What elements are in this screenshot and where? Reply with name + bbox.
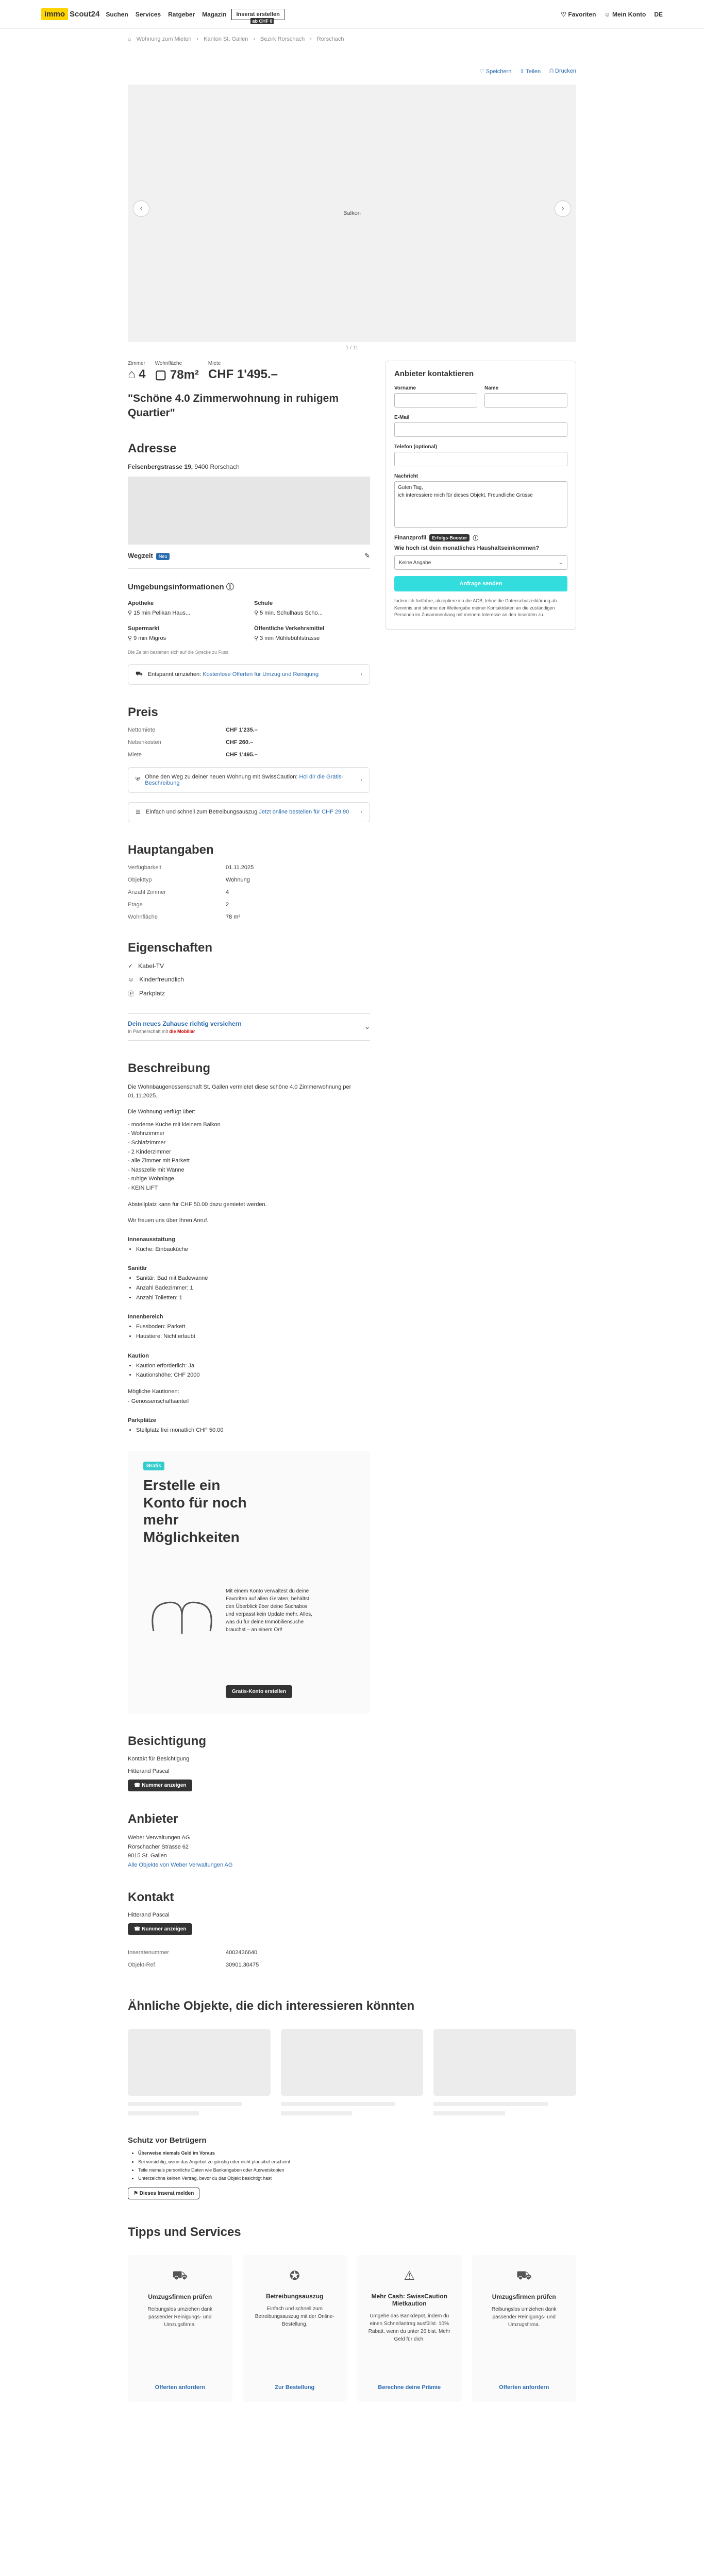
surrounding-item bbox=[254, 600, 370, 616]
save-button[interactable] bbox=[479, 68, 511, 75]
image-gallery[interactable] bbox=[128, 84, 576, 342]
listing-title: "Schöne 4.0 Zimmerwohnung in ruhigem Quartier" bbox=[128, 393, 339, 419]
parking-icon: Ⓟ bbox=[128, 990, 135, 997]
description-line: - moderne Küche mit kleinem Balkon bbox=[128, 1121, 221, 1128]
tip-title: Mehr Cash: SwissCaution Mietkaution bbox=[371, 2293, 447, 2308]
account-label: Mein Konto bbox=[612, 10, 646, 18]
walk-icon: ⚲ bbox=[254, 635, 260, 641]
feature-item bbox=[128, 962, 370, 970]
chevron-right-icon: › bbox=[360, 809, 362, 816]
tip-link[interactable]: Zur Bestellung bbox=[275, 2384, 315, 2391]
description-line: - 2 Kinderzimmer bbox=[128, 1148, 171, 1155]
gallery-image: Balkon bbox=[343, 210, 361, 216]
income-select-value: Keine Angabe bbox=[399, 560, 431, 566]
promo-heading: Erstelle ein Konto für noch mehr Möglichkeiten bbox=[143, 1477, 247, 1545]
debt-text: Einfach und schnell zum Betreibungsauszug bbox=[145, 809, 259, 816]
viewing-label: Kontakt für Besichtigung bbox=[128, 1755, 190, 1762]
show-number-button[interactable] bbox=[128, 1780, 192, 1791]
description-text: Abstellplatz kann für CHF 50.00 dazu gemietet werden. bbox=[128, 1201, 267, 1208]
listing-id-row bbox=[128, 1950, 370, 1956]
tip-card[interactable] bbox=[357, 2255, 462, 2402]
provider-name: Weber Verwaltungen AG bbox=[128, 1834, 190, 1841]
tip-card[interactable] bbox=[472, 2255, 577, 2402]
main-data-key: Wohnfläche bbox=[128, 913, 158, 920]
surroundings-grid bbox=[128, 600, 370, 641]
award-icon: ✪ bbox=[289, 2269, 300, 2283]
scam-heading: Schutz vor Betrügern bbox=[128, 2136, 207, 2145]
description-text: Die Wohnung verfügt über: bbox=[128, 1108, 196, 1115]
rooms-label: Zimmer bbox=[128, 361, 145, 366]
price-value: CHF 260.– bbox=[226, 739, 254, 745]
object-ref-value: 30901.30475 bbox=[226, 1962, 259, 1969]
description-text: Die Wohnbaugenossenschaft St. Gallen vermietet diese schöne 4.0 Zimmerwohnung per 01.11.2025. bbox=[128, 1083, 351, 1099]
similar-listings bbox=[128, 1999, 576, 2402]
surrounding-value: 5 min. Schulhaus Scho... bbox=[260, 609, 323, 616]
finance-label: Finanzprofil bbox=[394, 535, 427, 541]
surrounding-value: 9 min Migros bbox=[133, 635, 166, 641]
surroundings-note: Die Zeiten beziehen sich auf die Strecke zu Fuss bbox=[128, 649, 229, 655]
nav-services[interactable]: Services bbox=[135, 10, 161, 18]
description-item: • Stellplatz frei monatlich CHF 50.00 bbox=[136, 1426, 370, 1435]
message-field[interactable]: Guten Tag, ich interessiere mich für dieses Objekt. Freundliche Grüsse bbox=[394, 481, 567, 528]
top-navigation bbox=[0, 0, 704, 29]
favorites-link[interactable]: ♡ Favoriten bbox=[561, 10, 596, 18]
insurance-title: Dein neues Zuhause richtig versichern bbox=[128, 1020, 242, 1027]
gallery-prev-button[interactable]: ‹ bbox=[133, 200, 149, 217]
listing-actions bbox=[128, 65, 576, 77]
description-text: Mögliche Kautionen: bbox=[128, 1388, 179, 1395]
insurance-brand: die Mobiliar bbox=[169, 1028, 195, 1034]
description-subheading: Sanitär bbox=[128, 1265, 147, 1272]
description-line: - Wohnzimmer bbox=[128, 1130, 165, 1137]
account-link[interactable]: ☺ Mein Konto bbox=[604, 10, 646, 18]
tip-link[interactable]: Offerten anfordern bbox=[155, 2384, 205, 2391]
provider-heading: Anbieter bbox=[128, 1811, 178, 1826]
flag-icon: ⚑ bbox=[133, 2191, 140, 2197]
promo-tag: Gratis bbox=[143, 1462, 164, 1470]
main-data-row bbox=[128, 889, 370, 895]
main-data-row bbox=[128, 914, 370, 920]
home-icon[interactable]: ⌂ bbox=[128, 36, 131, 42]
surrounding-label: Schule bbox=[254, 600, 273, 606]
tip-title: Betreibungsauszug bbox=[266, 2293, 324, 2300]
chevron-right-icon: › bbox=[360, 671, 362, 677]
phone-icon: ☎ bbox=[134, 1926, 142, 1933]
create-listing-button[interactable] bbox=[231, 9, 284, 24]
main-data-heading: Hauptangaben bbox=[128, 842, 214, 857]
contact-sidebar bbox=[385, 358, 576, 1968]
skeleton-line bbox=[128, 2102, 242, 2106]
income-select[interactable] bbox=[394, 555, 567, 570]
deposit-link[interactable]: Hol dir die Gratis-Beschreibung bbox=[145, 773, 344, 786]
info-icon[interactable]: ⓘ bbox=[226, 582, 234, 591]
description-heading: Beschreibung bbox=[128, 1061, 211, 1075]
printer-icon: ⎙ bbox=[549, 67, 554, 74]
skeleton-line bbox=[433, 2102, 547, 2106]
provider-street: Rorschacher Strasse 62 bbox=[128, 1843, 189, 1850]
price-row bbox=[128, 727, 370, 733]
surrounding-label: Apotheke bbox=[128, 600, 154, 606]
deposit-card[interactable] bbox=[128, 767, 370, 793]
surrounding-item bbox=[128, 600, 244, 616]
tips-heading: Tipps und Services bbox=[128, 2225, 241, 2240]
description-item: • Kaution erforderlich: Ja bbox=[136, 1361, 370, 1371]
move-link[interactable]: Kostenlose Offerten für Umzug und Reinigung bbox=[203, 671, 319, 677]
main-data-key: Verfügbarkeit bbox=[128, 864, 161, 871]
description-subheading: Innenausstattung bbox=[128, 1236, 175, 1243]
description-item: • Sanitär: Bad mit Badewanne bbox=[136, 1274, 370, 1283]
room-icon: ⌂ bbox=[128, 367, 139, 381]
contact-form-heading: Anbieter kontaktieren bbox=[394, 369, 474, 378]
surrounding-label: Supermarkt bbox=[128, 625, 160, 632]
skeleton-line bbox=[281, 2111, 352, 2115]
surrounding-value: 3 min Mühlebühlstrasse bbox=[260, 635, 320, 641]
truck-icon: ⛟ bbox=[516, 2268, 532, 2283]
favorites-label: Favoriten bbox=[568, 10, 596, 18]
skeleton-line bbox=[128, 2111, 199, 2115]
tip-card[interactable] bbox=[243, 2255, 347, 2402]
main-data-value: 2 bbox=[226, 901, 229, 908]
create-account-button[interactable]: Gratis-Konto erstellen bbox=[226, 1685, 292, 1698]
similar-card[interactable] bbox=[433, 2029, 576, 2115]
phone-icon: ☎ bbox=[134, 1782, 142, 1788]
account-promo bbox=[128, 1451, 370, 1714]
legal-text: Indem ich fortfahre, akzeptiere ich die AGB, lehne die Datenschutzerklärung ab Kenntnis und stimme der Weitergabe meiner Kontaktdaten an die zuständigen Personen im Zusammenhang mit meinem Interesse an den Inseraten zu. bbox=[394, 598, 557, 617]
area-value: 78m² bbox=[170, 368, 199, 382]
skeleton-line bbox=[281, 2102, 395, 2106]
similar-image-placeholder bbox=[128, 2029, 271, 2096]
print-button[interactable] bbox=[549, 68, 576, 75]
tip-link[interactable]: Berechne deine Prämie bbox=[378, 2384, 441, 2391]
price-heading: Preis bbox=[128, 705, 158, 719]
promo-text: Mit einem Konto verwaltest du deine Favoriten auf allen Geräten, behältst den Überblick über deine Suchabos und verpasst kein Update mehr. Alles, was du für deine Immobiliensuche brauchst – an einem Ort! bbox=[226, 1588, 312, 1633]
contact-form bbox=[385, 361, 576, 630]
truck-icon: ⛟ bbox=[136, 670, 143, 677]
similar-image-placeholder bbox=[281, 2029, 424, 2096]
similar-card[interactable] bbox=[128, 2029, 271, 2115]
route-label: Wegzeit bbox=[128, 552, 153, 560]
object-ref-key: Objekt-Ref. bbox=[128, 1962, 157, 1969]
address-heading: Adresse bbox=[128, 441, 177, 455]
viewing-contact: Hitterand Pascal bbox=[128, 1768, 170, 1774]
rooms-value: 4 bbox=[139, 367, 146, 381]
feature-item bbox=[128, 976, 370, 983]
skeleton-line bbox=[433, 2111, 505, 2115]
walk-icon: ⚲ bbox=[254, 609, 260, 616]
tip-text: Reibungslos umziehen dank passender Reinigungs- und Umzugsfirma. bbox=[491, 2307, 557, 2328]
breadcrumb-item[interactable]: Kanton St. Gallen bbox=[204, 36, 248, 42]
firstname-label: Vorname bbox=[394, 385, 416, 391]
price-value: CHF 1'495.– bbox=[226, 751, 258, 758]
scam-protection bbox=[128, 2136, 576, 2199]
save-label: Speichern bbox=[485, 68, 512, 75]
provider-city: 9015 St. Gallen bbox=[128, 1853, 167, 1859]
features-heading: Eigenschaften bbox=[128, 940, 213, 955]
price-key: Miete bbox=[128, 751, 142, 758]
key-facts bbox=[128, 361, 370, 382]
share-label: Teilen bbox=[526, 68, 541, 75]
feature-label: Kinderfreundlich bbox=[139, 975, 184, 983]
description-item: • Anzahl Toiletten: 1 bbox=[136, 1293, 370, 1303]
tip-text: Umgehe das Bankdepot, indem du einen Schnellantrag ausfüllst. 10% Rabatt, wenn du unter 26 bist. Mehr Geld für dich. bbox=[368, 2313, 450, 2343]
price-value: CHF 1'235.– bbox=[226, 726, 258, 733]
breadcrumb: ⌂ Wohnung zum Mieten › Kanton St. Gallen › Bezirk Rorschach › Rorschach bbox=[128, 36, 344, 42]
surrounding-label: Öffentliche Verkehrsmittel bbox=[254, 625, 325, 632]
warning-icon: ⚠ bbox=[404, 2269, 415, 2283]
tip-text: Reibungslos umziehen dank passender Reinigungs- und Umzugsfirma. bbox=[147, 2307, 213, 2328]
heart-icon: ♡ bbox=[479, 68, 484, 75]
main-data-key: Anzahl Zimmer bbox=[128, 889, 166, 895]
tip-card[interactable] bbox=[128, 2255, 232, 2402]
description-text: - Genossenschaftsanteil bbox=[128, 1398, 189, 1405]
tip-title: Umzugsfirmen prüfen bbox=[148, 2293, 212, 2301]
show-number-label: Nummer anzeigen bbox=[142, 1782, 187, 1788]
provider-all-listings-link[interactable]: Alle Objekte von Weber Verwaltungen AG bbox=[128, 1861, 233, 1868]
provider-info bbox=[128, 1834, 370, 1870]
walk-icon: ⚲ bbox=[128, 635, 134, 641]
logo-part-b: Scout24 bbox=[70, 10, 100, 19]
scam-item: • Sei vorsichtig, wenn das Angebot zu günstig oder nicht plausibel erscheint bbox=[138, 2158, 576, 2166]
main-data-value: 01.11.2025 bbox=[226, 864, 254, 871]
description-line: - Schlafzimmer bbox=[128, 1140, 166, 1146]
insurance-sub: In Partnerschaft mit bbox=[128, 1028, 169, 1034]
description-item: • Fussboden: Parkett bbox=[136, 1322, 370, 1332]
route-row[interactable] bbox=[128, 552, 370, 560]
debt-record-card[interactable] bbox=[128, 802, 370, 822]
deposit-text: Ohne den Weg zu deiner neuen Wohnung mit SwissCaution: bbox=[145, 773, 299, 780]
debt-link[interactable]: Jetzt online bestellen für CHF 29.90 bbox=[259, 809, 349, 816]
description-line: - alle Zimmer mit Parkett bbox=[128, 1158, 190, 1164]
address-street: Feisenbergstrasse 19, bbox=[128, 463, 193, 470]
main-nav bbox=[106, 11, 226, 18]
phone-label: Telefon (optional) bbox=[394, 444, 438, 450]
create-listing-label: Inserat erstellen bbox=[236, 11, 280, 18]
email-label: E-Mail bbox=[394, 415, 410, 420]
print-label: Drucken bbox=[555, 67, 576, 74]
description-subheading: Kaution bbox=[128, 1352, 149, 1359]
main-data-row bbox=[128, 865, 370, 871]
feature-label: Kabel-TV bbox=[138, 962, 164, 970]
nav-search[interactable]: Suchen bbox=[106, 10, 128, 18]
check-icon: ✓ bbox=[128, 962, 133, 970]
breadcrumb-item[interactable]: Rorschach bbox=[316, 36, 344, 42]
send-request-button[interactable]: Anfrage senden bbox=[394, 576, 567, 591]
gallery-counter: 1 / 11 bbox=[345, 345, 359, 351]
share-button[interactable] bbox=[519, 68, 541, 75]
chevron-down-icon: ⌄ bbox=[364, 1023, 370, 1031]
lastname-label: Name bbox=[484, 385, 499, 391]
main-data-key: Etage bbox=[128, 901, 143, 908]
lastname-field[interactable] bbox=[484, 393, 567, 408]
chevron-right-icon: › bbox=[360, 776, 362, 783]
message-label: Nachricht bbox=[394, 473, 418, 479]
similar-image-placeholder bbox=[433, 2029, 576, 2096]
description-item: • Küche: Einbauküche bbox=[136, 1245, 370, 1255]
similar-heading: Ähnliche Objekte, die dich interessieren könnten bbox=[128, 1999, 415, 2013]
firstname-field[interactable] bbox=[394, 393, 477, 408]
listing-id-value: 4002436640 bbox=[226, 1950, 258, 1956]
description-line: - ruhige Wohnlage bbox=[128, 1176, 174, 1182]
rent-label: Miete bbox=[208, 361, 221, 366]
feature-label: Parkplatz bbox=[139, 990, 165, 997]
contact-heading: Kontakt bbox=[128, 1890, 174, 1905]
show-number-button[interactable] bbox=[128, 1923, 192, 1935]
scam-item: • Überweise niemals Geld im Voraus bbox=[138, 2149, 576, 2157]
main-column bbox=[128, 358, 370, 1968]
object-ref-row bbox=[128, 1962, 370, 1968]
location-map[interactable] bbox=[128, 477, 370, 545]
feature-item bbox=[128, 989, 370, 998]
truck-icon: ⛟ bbox=[172, 2268, 188, 2283]
income-question: Wie hoch ist dein monatliches Haushaltseinkommen? bbox=[394, 545, 540, 551]
description-list bbox=[128, 1121, 370, 1193]
similar-card[interactable] bbox=[281, 2029, 424, 2115]
shield-icon: ⛨ bbox=[136, 776, 140, 783]
child-icon: ☺ bbox=[128, 975, 135, 983]
price-key: Nettomiete bbox=[128, 726, 156, 733]
listing-id-key: Inseratenummer bbox=[128, 1950, 170, 1956]
main-data-value: Wohnung bbox=[226, 876, 250, 883]
main-data-value: 4 bbox=[226, 889, 229, 895]
walk-icon: ⚲ bbox=[128, 609, 134, 616]
show-number-label: Nummer anzeigen bbox=[142, 1926, 187, 1933]
description-text: Wir freuen uns über Ihren Anruf. bbox=[128, 1217, 209, 1224]
heart-hands-illustration bbox=[143, 1585, 221, 1647]
share-icon: ⇪ bbox=[519, 68, 525, 75]
logo-part-a: immo bbox=[41, 8, 68, 20]
description-item: • Anzahl Badezimmer: 1 bbox=[136, 1283, 370, 1293]
contact-name: Hitterand Pascal bbox=[128, 1912, 170, 1919]
new-badge: Neu bbox=[156, 553, 170, 560]
surroundings-title: Umgebungsinformationen bbox=[128, 582, 224, 591]
gallery-next-button[interactable]: › bbox=[555, 200, 571, 217]
booster-badge: Erfolgs-Booster bbox=[429, 534, 470, 541]
tip-link[interactable]: Offerten anfordern bbox=[499, 2384, 549, 2391]
breadcrumb-item[interactable]: Bezirk Rorschach bbox=[260, 36, 305, 42]
description bbox=[128, 1061, 370, 1435]
viewing-heading: Besichtigung bbox=[128, 1734, 207, 1748]
surrounding-item bbox=[254, 625, 370, 641]
description-subheading: Innenbereich bbox=[128, 1314, 163, 1320]
description-line: - Nasszelle mit Wanne bbox=[128, 1166, 185, 1173]
email-field[interactable] bbox=[394, 422, 567, 437]
nav-magazine[interactable]: Magazin bbox=[202, 10, 227, 18]
main-data-row bbox=[128, 902, 370, 908]
description-item: • Kautionshöhe: CHF 2000 bbox=[136, 1370, 370, 1380]
address-city: 9400 Rorschach bbox=[194, 463, 240, 470]
finance-profile bbox=[394, 534, 567, 542]
description-line: - KEIN LIFT bbox=[128, 1184, 158, 1191]
surrounding-value: 15 min Pelikan Haus... bbox=[133, 609, 191, 616]
tip-text: Einfach und schnell zum Betreibungsauszug mit der Online-Bestellung. bbox=[255, 2306, 334, 2328]
help-icon[interactable]: ⓘ bbox=[473, 535, 479, 541]
main-data-key: Objekttyp bbox=[128, 876, 152, 883]
price-row bbox=[128, 739, 370, 745]
tips-section bbox=[128, 2225, 576, 2402]
breadcrumb-item[interactable]: Wohnung zum Mieten bbox=[136, 36, 192, 42]
tip-title: Umzugsfirmen prüfen bbox=[492, 2293, 556, 2301]
phone-field[interactable] bbox=[394, 452, 567, 466]
document-icon: ☰ bbox=[136, 809, 141, 816]
area-label: Wohnfläche bbox=[155, 361, 182, 366]
description-subheading: Parkplätze bbox=[128, 1417, 157, 1424]
rent-value: CHF 1'495.– bbox=[208, 367, 278, 381]
create-listing-tag: ab CHF 0 bbox=[250, 18, 274, 24]
report-listing-button[interactable] bbox=[128, 2188, 199, 2199]
price-key: Nebenkosten bbox=[128, 739, 161, 745]
language-select[interactable]: DE bbox=[654, 10, 663, 18]
insurance-banner[interactable] bbox=[128, 1013, 370, 1041]
move-text: Entspannt umziehen: bbox=[147, 671, 203, 677]
surroundings-heading bbox=[128, 581, 370, 592]
move-offer-card[interactable] bbox=[128, 664, 370, 685]
site-logo[interactable] bbox=[41, 8, 99, 20]
scam-item: • Unterzeichne keinen Vertrag, bevor du das Objekt besichtigt hast bbox=[138, 2174, 576, 2182]
description-item: • Haustiere: Nicht erlaubt bbox=[136, 1332, 370, 1342]
edit-icon[interactable]: ✎ bbox=[364, 551, 370, 560]
main-data-value: 78 m² bbox=[226, 913, 241, 920]
nav-guide[interactable]: Ratgeber bbox=[168, 10, 195, 18]
surrounding-item bbox=[128, 625, 244, 641]
report-listing-label: Dieses Inserat melden bbox=[139, 2191, 194, 2197]
scam-item: • Teile niemals persönliche Daten wie Bankangaben oder Ausweiskopien bbox=[138, 2166, 576, 2174]
area-icon: ▢ bbox=[155, 368, 170, 382]
price-row bbox=[128, 752, 370, 758]
address-text bbox=[128, 463, 370, 470]
chevron-down-icon: ⌄ bbox=[558, 560, 563, 566]
main-data-row bbox=[128, 877, 370, 883]
